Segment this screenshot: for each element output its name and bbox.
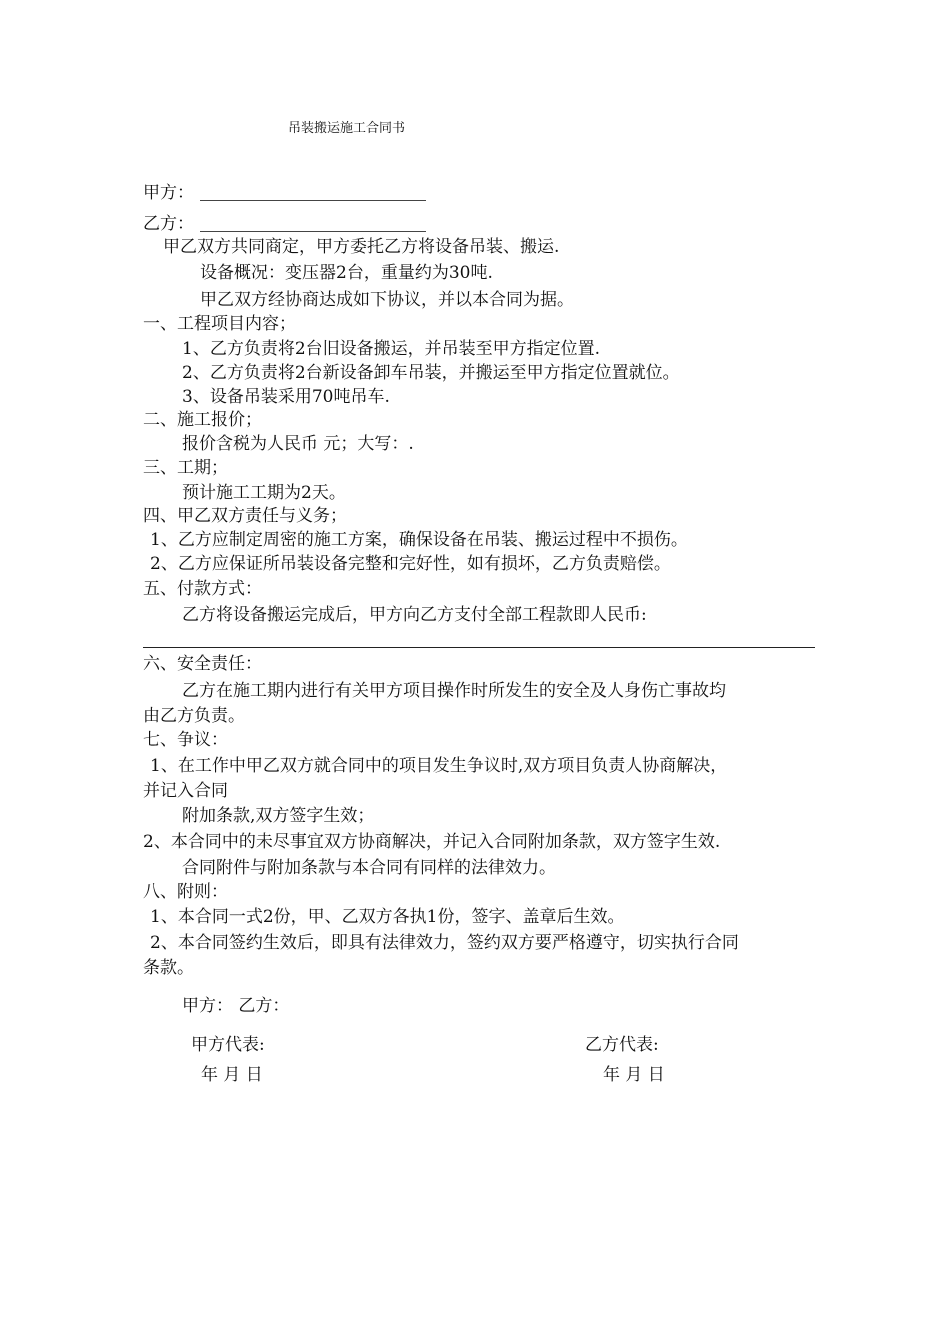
section-3-text: 预计施工工期为2天。 <box>182 483 346 503</box>
section-4-item: 2、乙方应保证所吊装设备完整和完好性，如有损坏，乙方负责赔偿。 <box>150 554 671 574</box>
section-2-text: 报价含税为人民币 元；大写：. <box>182 434 414 454</box>
equipment-text: 设备概况：变压器2台，重量约为30吨. <box>200 263 493 283</box>
section-8-text: 1、本合同一式2份，甲、乙双方各执1份，签字、盖章后生效。 <box>150 907 625 927</box>
signature-parties: 甲方： 乙方： <box>182 996 290 1016</box>
document-title: 吊装搬运施工合同书 <box>288 121 406 136</box>
section-7-text: 附加条款,双方签字生效； <box>182 806 375 826</box>
section-6-title: 六、安全责任： <box>143 654 262 674</box>
section-1-item: 1、乙方负责将2台旧设备搬运，并吊装至甲方指定位置. <box>182 339 601 359</box>
section-2-title: 二、施工报价； <box>143 410 262 430</box>
section-7-text: 1、在工作中甲乙双方就合同中的项目发生争议时,双方项目负责人协商解决， <box>150 756 728 776</box>
section-4-item: 1、乙方应制定周密的施工方案，确保设备在吊装、搬运过程中不损伤。 <box>150 530 688 550</box>
section-3-title: 三、工期； <box>143 458 228 478</box>
section-1-item: 3、设备吊装采用70吨吊车. <box>182 387 390 407</box>
party-a-date: 年 月 日 <box>201 1065 263 1085</box>
party-b-representative: 乙方代表: <box>585 1035 659 1055</box>
party-b-blank <box>200 231 426 232</box>
section-4-title: 四、甲乙双方责任与义务； <box>143 506 347 526</box>
party-a-blank <box>200 200 426 201</box>
section-1-title: 一、工程项目内容； <box>143 314 296 334</box>
party-a-representative: 甲方代表: <box>191 1035 265 1055</box>
section-7-text: 2、本合同中的未尽事宜双方协商解决，并记入合同附加条款，双方签字生效. <box>143 832 721 852</box>
section-6-text: 乙方在施工期内进行有关甲方项目操作时所发生的安全及人身伤亡事故均 <box>182 681 726 701</box>
section-7-text: 并记入合同 <box>143 781 228 801</box>
section-8-text: 条款。 <box>143 958 194 978</box>
intro-text: 甲乙双方共同商定，甲方委托乙方将设备吊装、搬运. <box>163 237 560 257</box>
section-7-text: 合同附件与附加条款与本合同有同样的法律效力。 <box>182 858 556 878</box>
section-1-item: 2、乙方负责将2台新设备卸车吊装，并搬运至甲方指定位置就位。 <box>182 363 680 383</box>
section-5-text: 乙方将设备搬运完成后，甲方向乙方支付全部工程款即人民币: <box>182 605 647 625</box>
section-8-text: 2、本合同签约生效后，即具有法律效力，签约双方要严格遵守，切实执行合同 <box>150 933 739 953</box>
section-6-text: 由乙方负责。 <box>143 706 245 726</box>
payment-amount-blank <box>143 647 815 648</box>
section-7-title: 七、争议： <box>143 730 228 750</box>
section-5-title: 五、付款方式： <box>143 579 262 599</box>
agreement-text: 甲乙双方经协商达成如下协议，并以本合同为据。 <box>200 290 574 310</box>
section-8-title: 八、附则： <box>143 882 228 902</box>
party-a-label: 甲方： <box>143 183 194 203</box>
party-b-label: 乙方： <box>143 214 194 234</box>
party-b-date: 年 月 日 <box>603 1065 665 1085</box>
